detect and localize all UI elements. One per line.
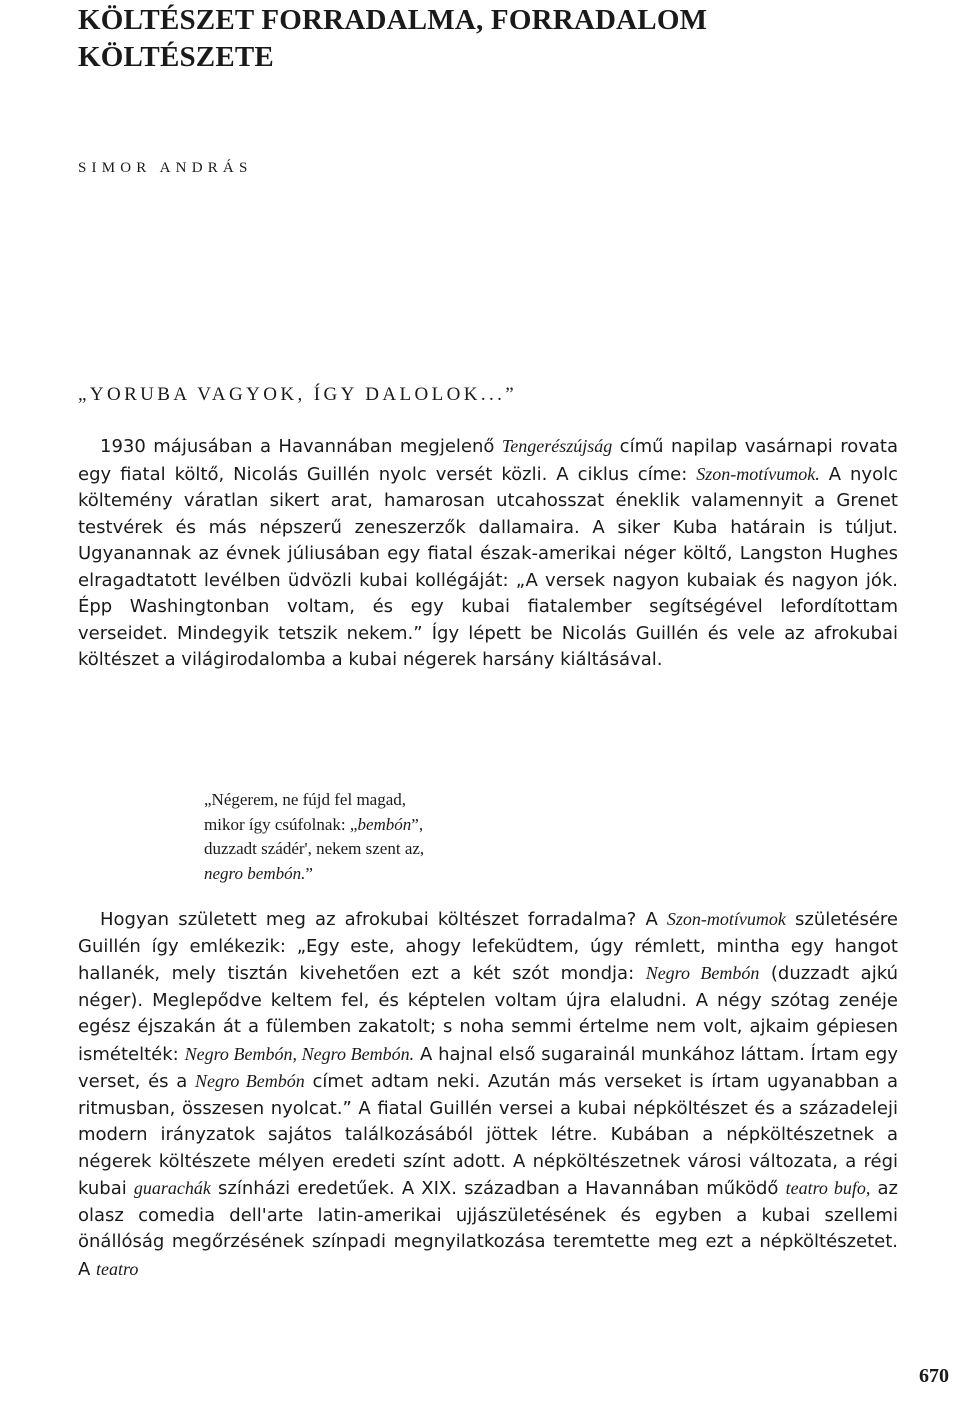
poem-line-1-text: „Négerem, ne fújd fel magad, [204,790,407,809]
article-title-line-2: KÖLTÉSZETE [78,41,274,73]
poem-line-2-end: ”, [411,814,424,834]
para1-italic-cycle-title: Szon-motívumok. [696,463,820,484]
poem-line-3-text: duzzadt szádér', nekem szent az, [204,839,425,858]
poem-line-2-text: mikor így csúfolnak: „ [204,814,358,834]
para1-text-1: 1930 májusában a Havannában megjelenő [100,436,502,457]
author-name: SIMOR ANDRÁS [78,160,253,176]
para2-text-6: színházi eredetűek. A XIX. században a Havannában működő [210,1178,786,1199]
article-title [78,2,707,76]
para2-italic-6: teatro bufo, [785,1178,871,1198]
para2-italic-5: guarachák [133,1178,211,1198]
para1-italic-newspaper: Tengerészújság [501,436,613,456]
para2-text-7: az olasz comedia dell'arte latin-amerikai ujjászületésének és egyben a kubai szellemi önállóság megőrzésének színpadi megnyilatkozása teremtette meg ezt a népköltészetet. A [78,1178,898,1280]
page-number: 670 [919,1365,949,1387]
para1-text-3: A nyolc költemény váratlan sikert arat, hamarosan utcahosszat éneklik valamennyit a Grenet testvérek és más népszerű zeneszerzők dallamaira. A siker Kuba határain is túljut. Ugyanannak az évnek júliusában egy fiatal észak-amerikai néger költő, Langston Hughes elragadtatott levélben üdvözli kubai kollégáját: „A versek nagyon kubaiak és nagyon jók. Épp Washingtonban voltam, és egy kubai fiatalember segítségével lefordítottam verseidet. Mindegyik tetszik nekem.” Így lépett be Nicolás Guillén és vele az afrokubai költészet a világirodalomba a kubai négerek harsány kiáltásával. [78,463,898,670]
poem-line-4-italic: negro bembón. [204,863,306,883]
para2-text-5: címet adtam neki. Azután más verseket is írtam ugyanabban a ritmusban, összesen nyolcat.” A fiatal Guillén versei a kubai népköltészet és a századeleji modern irányzatok sajátos találkozásából jöttek létre. Kubában a népköltészetnek a négerek költészete mélyen eredeti színt adott. A népköltészetnek városi változata, a régi kubai [78,1071,898,1199]
para2-italic-2: Negro Bembón [645,963,760,983]
body-paragraph-1 [78,433,898,674]
para2-text-1: Hogyan született meg az afrokubai költészet forradalma? A [100,909,667,930]
poem-line-3 [204,837,424,862]
para2-italic-7: teatro [96,1258,139,1279]
para2-italic-3: Negro Bembón, Negro Bembón. [184,1043,415,1064]
para2-italic-1: Szon-motívumok [666,909,786,929]
para1-text-2: című napilap vasárnapi rovata egy fiatal költő, Nicolás Guillén nyolc versét közli. A ciklus címe: [78,436,898,485]
para2-italic-4: Negro Bembón [194,1071,305,1091]
para2-text-3: (duzzadt ajkú néger). Meglepődve keltem fel, és képtelen voltam újra elaludni. A négy szótag zenéje egész éjszakán át a fülemben zakatolt; s noha semmi értelme nem volt, ajkaim gépiesen ismételték: [78,963,898,1065]
poem-line-4-end: ” [305,863,313,883]
section-heading: „YORUBA VAGYOK, ÍGY DALOLOK...” [78,384,518,405]
poem-quote [204,788,424,886]
article-title-line-1: KÖLTÉSZET FORRADALMA, FORRADALOM [78,4,708,36]
body-paragraph-2 [78,906,898,1283]
poem-line-2-italic: bembón [357,814,412,834]
poem-line-1 [204,788,424,813]
para2-text-2: születésére Guillén így emlékezik: „Egy este, ahogy lefeküdtem, úgy rémlett, mintha egy hangot hallanék, mely tisztán kivehetően ezt a két szót mondja: [78,909,898,984]
para2-text-4: A hajnal első sugarainál munkához láttam. Írtam egy verset, és a [78,1043,898,1092]
poem-line-4 [204,862,424,887]
poem-line-2 [204,813,424,838]
